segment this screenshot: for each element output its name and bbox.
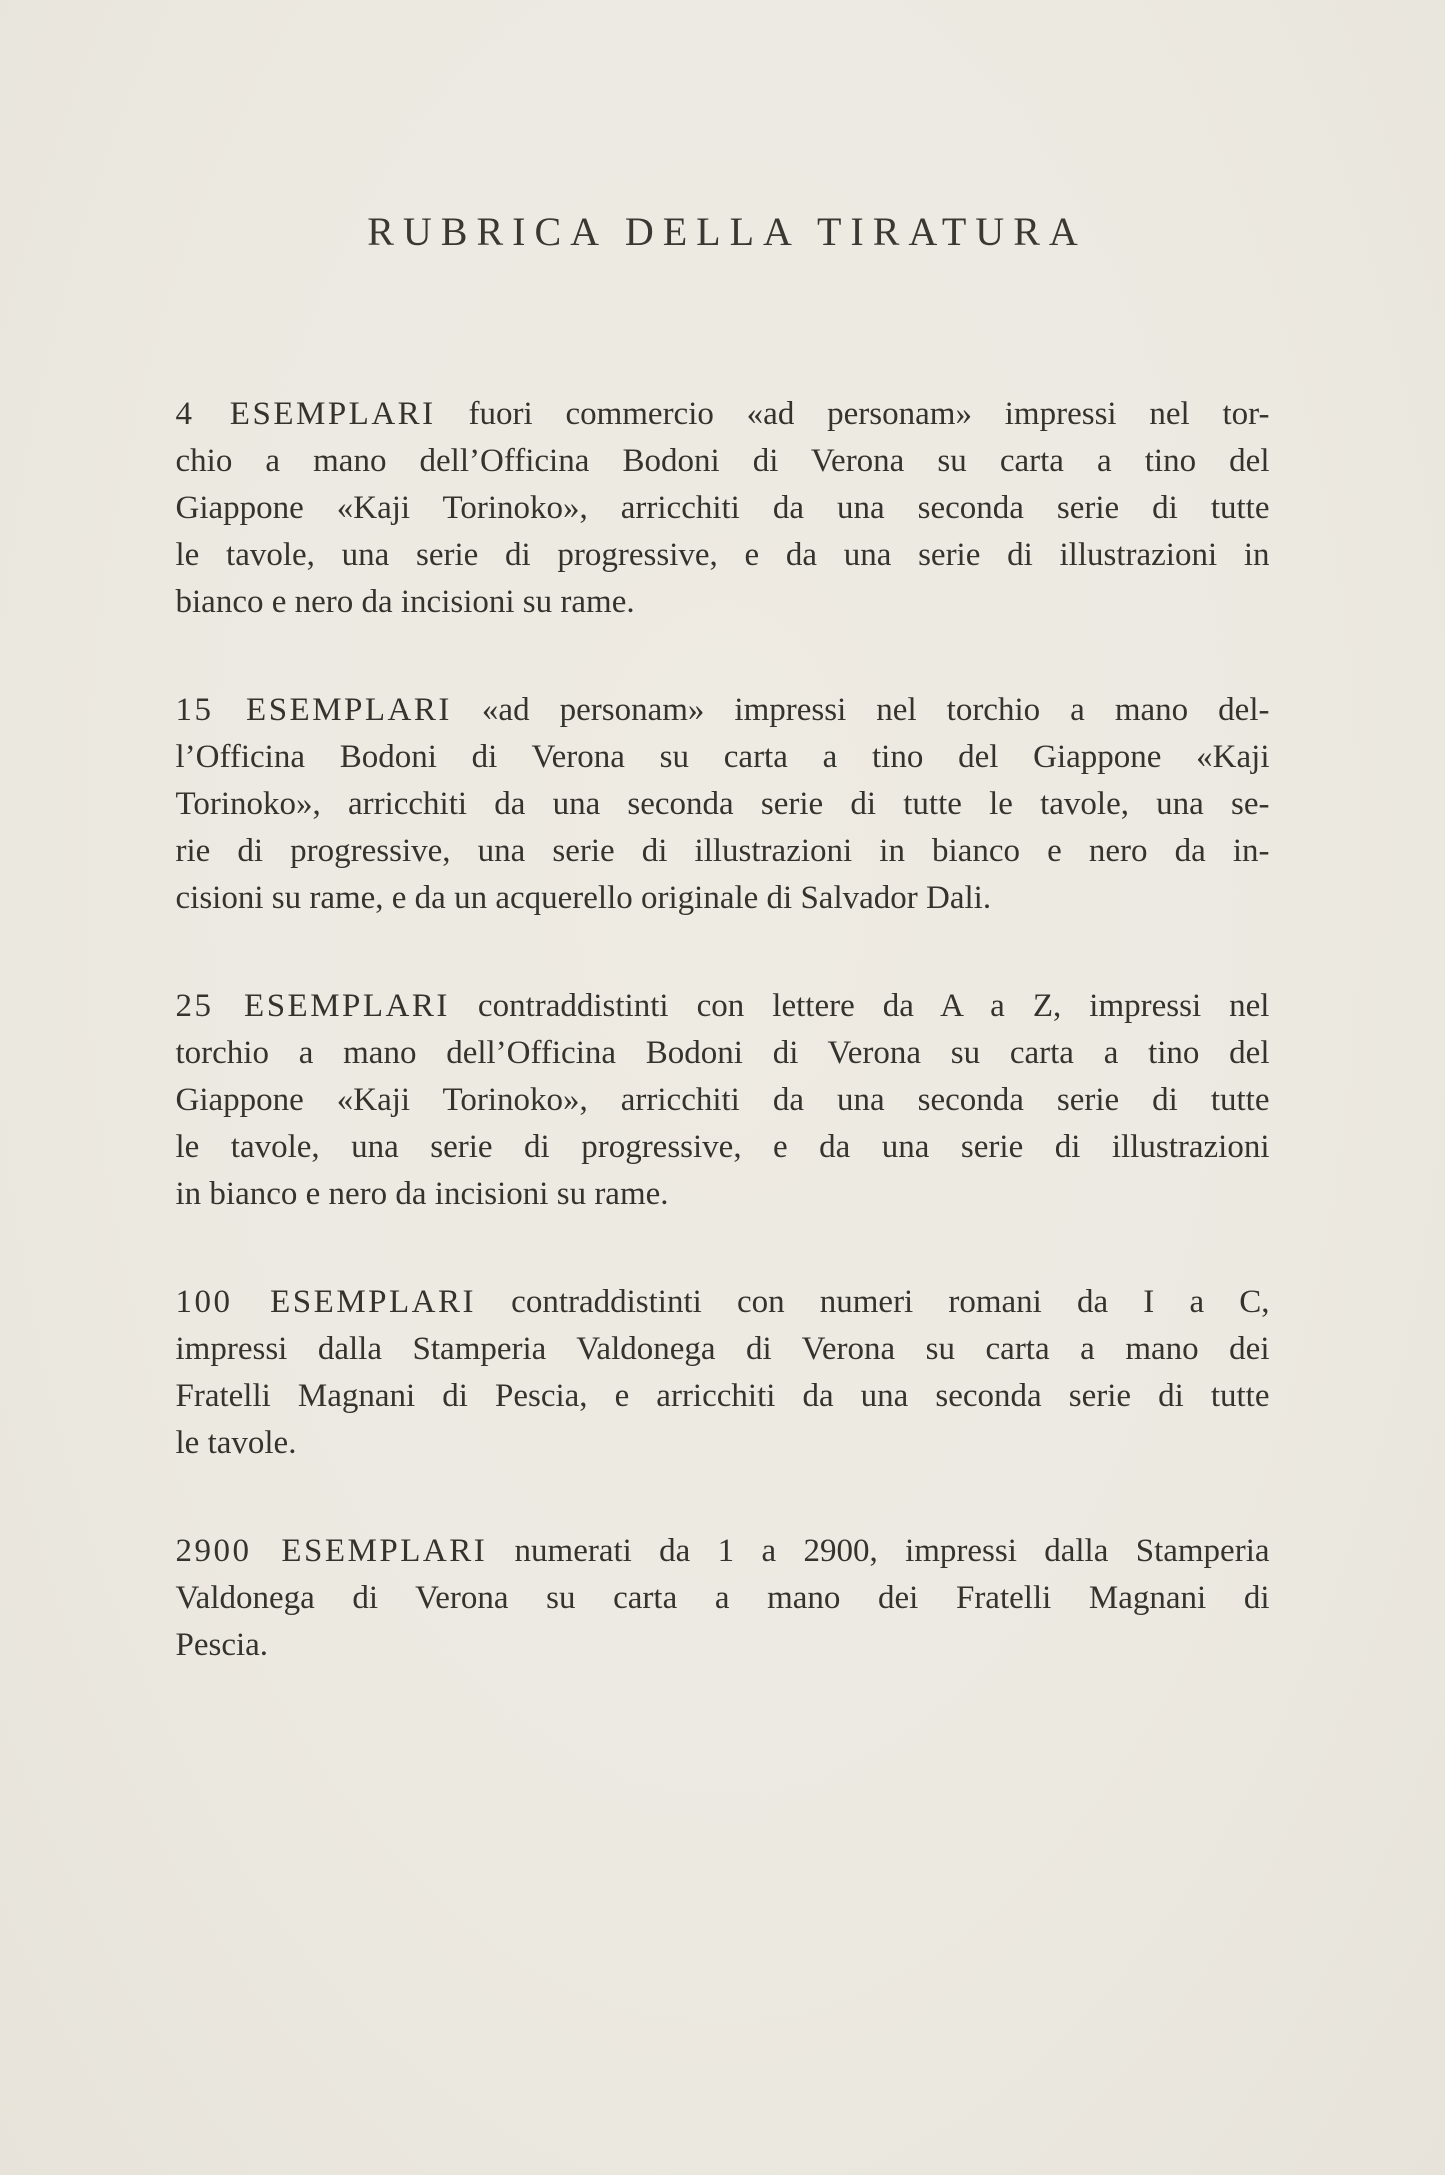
text-line: rie di progressive, una serie di illustrazioni in bianco e nero da in- [175,833,1270,869]
text-line: bianco e nero da incisioni su rame. [175,584,635,620]
text-line: 100 ESEMPLARI contraddistinti con numeri romani da I a C, [175,1284,1270,1320]
text-line: impressi dalla Stamperia Valdonega di Verona su carta a mano dei [175,1331,1270,1367]
text-line: Pescia. [175,1627,269,1663]
text-line: 4 ESEMPLARI fuori commercio «ad personam» impressi nel tor- [175,396,1270,432]
edition-count-lead: 2900 ESEMPLARI [175,1533,488,1569]
edition-paragraph [176,1279,1270,1467]
text-line: Giappone «Kaji Torinoko», arricchiti da una seconda serie di tutte [175,1082,1270,1118]
text-line: cisioni su rame, e da un acquerello originale di Salvador Dali. [175,880,992,916]
edition-count-lead: 25 ESEMPLARI [175,988,450,1024]
edition-paragraph [176,983,1270,1218]
edition-count-lead: 100 ESEMPLARI [175,1284,477,1320]
text-line: le tavole. [175,1425,297,1461]
edition-count-lead: 15 ESEMPLARI [175,692,452,728]
edition-count-lead: 4 ESEMPLARI [175,396,436,432]
text-line: 15 ESEMPLARI «ad personam» impressi nel torchio a mano del- [175,692,1270,728]
text-line: Fratelli Magnani di Pescia, e arricchiti da una seconda serie di tutte [175,1378,1270,1414]
page-title: RUBRICA DELLA TIRATURA [367,209,1087,254]
text-line: 25 ESEMPLARI contraddistinti con lettere da A a Z, impressi nel [175,988,1270,1024]
edition-paragraph [176,391,1270,626]
text-line: 2900 ESEMPLARI numerati da 1 a 2900, impressi dalla Stamperia [175,1533,1270,1569]
text-line: l’Officina Bodoni di Verona su carta a tino del Giappone «Kaji [175,739,1270,775]
text-line: Torinoko», arricchiti da una seconda serie di tutte le tavole, una se- [175,786,1270,822]
edition-paragraph [176,1528,1270,1669]
text-line: torchio a mano dell’Officina Bodoni di Verona su carta a tino del [175,1035,1270,1071]
text-line: in bianco e nero da incisioni su rame. [175,1176,669,1212]
text-line: le tavole, una serie di progressive, e da una serie di illustrazioni [175,1129,1270,1165]
tirature-list [176,391,1270,1669]
text-line: chio a mano dell’Officina Bodoni di Verona su carta a tino del [175,443,1270,479]
edition-paragraph [176,687,1270,922]
text-line: Valdonega di Verona su carta a mano dei Fratelli Magnani di [175,1580,1270,1616]
text-line: le tavole, una serie di progressive, e da una serie di illustrazioni in [175,537,1270,573]
text-line: Giappone «Kaji Torinoko», arricchiti da una seconda serie di tutte [175,490,1270,526]
